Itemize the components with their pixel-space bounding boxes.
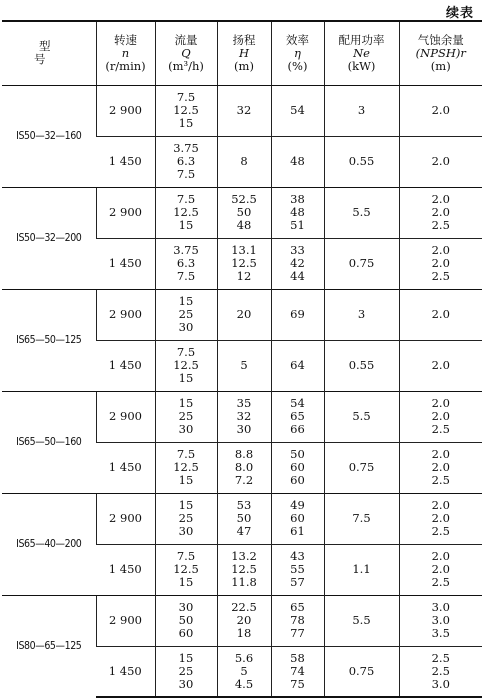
npsh-cell-value: 2.0 [431, 103, 450, 117]
npsh-cell-value: 2.0 [431, 460, 450, 474]
power-cell: 5.5 [324, 187, 399, 238]
npsh-cell-value: 2.0 [431, 549, 450, 563]
table-row [2, 391, 482, 442]
efficiency-cell [271, 442, 324, 493]
model-cell: IS65—50—125 [2, 289, 96, 391]
speed-cell: 2 900 [96, 85, 155, 136]
efficiency-cell-value: 60 [290, 473, 305, 487]
flow-cell-value: 30 [178, 600, 194, 614]
flow-cell [155, 136, 217, 187]
flow-cell-value: 15 [178, 498, 194, 512]
efficiency-cell-value: 51 [290, 218, 305, 232]
head-cell [217, 340, 271, 391]
speed-cell: 1 450 [96, 646, 155, 697]
table-caption: 续表 [445, 6, 474, 21]
flow-cell [155, 340, 217, 391]
npsh-cell [399, 85, 482, 136]
speed-cell: 2 900 [96, 391, 155, 442]
flow-cell-value: 6.3 [176, 256, 196, 270]
efficiency-cell-value: 54 [290, 103, 305, 117]
npsh-cell-value: 2.0 [431, 447, 450, 461]
header-speed: 转速 n (r/min) [96, 21, 155, 85]
flow-cell-value: 30 [178, 676, 194, 691]
flow-cell-value: 25 [178, 409, 194, 423]
power-cell: 3 [324, 85, 399, 136]
head-cell-value: 48 [236, 218, 252, 232]
npsh-cell [399, 136, 482, 187]
flow-cell-value: 12.5 [173, 205, 199, 219]
power-cell: 0.55 [324, 136, 399, 187]
model-cell: IS50—32—200 [2, 187, 96, 289]
table-row [2, 595, 482, 646]
flow-cell-value: 15 [178, 650, 194, 665]
head-cell [217, 646, 271, 697]
npsh-cell-value: 2.5 [431, 650, 450, 665]
head-cell-value: 52.5 [231, 192, 257, 206]
flow-cell [155, 544, 217, 595]
flow-cell [155, 85, 217, 136]
head-cell-value: 18 [236, 626, 252, 640]
head-cell [217, 544, 271, 595]
head-cell-value: 11.8 [231, 575, 257, 589]
efficiency-cell-value: 58 [290, 650, 305, 665]
flow-cell-value: 25 [178, 511, 194, 525]
power-cell: 5.5 [324, 595, 399, 646]
head-cell [217, 493, 271, 544]
efficiency-cell-value: 38 [290, 192, 305, 206]
npsh-cell-value: 2.5 [431, 575, 450, 589]
head-cell-value: 12 [236, 269, 252, 283]
efficiency-cell [271, 187, 324, 238]
flow-cell-value: 12.5 [173, 460, 199, 474]
flow-cell [155, 493, 217, 544]
head-cell [217, 595, 271, 646]
flow-cell-value: 7.5 [176, 345, 196, 359]
speed-cell: 1 450 [96, 136, 155, 187]
power-cell: 0.75 [324, 238, 399, 289]
npsh-cell-value: 2.0 [431, 396, 450, 410]
head-cell-value: 32 [236, 103, 252, 117]
efficiency-cell-value: 42 [290, 256, 305, 270]
flow-cell [155, 646, 217, 697]
head-cell [217, 187, 271, 238]
npsh-cell [399, 238, 482, 289]
efficiency-cell [271, 289, 324, 340]
npsh-cell-value: 3.0 [431, 600, 450, 614]
npsh-cell-value: 2.0 [431, 307, 450, 321]
efficiency-cell-value: 48 [290, 154, 305, 168]
speed-cell: 1 450 [96, 442, 155, 493]
head-cell-value: 50 [236, 205, 252, 219]
model-cell: IS65—50—160 [2, 391, 96, 493]
head-cell [217, 136, 271, 187]
speed-cell: 1 450 [96, 238, 155, 289]
head-cell-value: 12.5 [231, 256, 257, 270]
head-cell [217, 391, 271, 442]
efficiency-cell-value: 77 [290, 626, 305, 640]
efficiency-cell [271, 493, 324, 544]
flow-cell-value: 25 [178, 307, 194, 321]
flow-cell-value: 7.5 [176, 90, 196, 104]
efficiency-cell-value: 78 [290, 613, 305, 627]
flow-cell-value: 7.5 [176, 549, 196, 563]
table-row [2, 85, 482, 136]
efficiency-cell [271, 238, 324, 289]
npsh-cell-value: 2.5 [431, 218, 450, 232]
npsh-cell-value: 2.0 [431, 205, 450, 219]
head-cell-value: 20 [236, 613, 252, 627]
npsh-cell [399, 442, 482, 493]
efficiency-cell-value: 55 [290, 562, 305, 576]
efficiency-cell-value: 57 [290, 575, 305, 589]
head-cell-value: 8 [240, 154, 248, 168]
table-row [2, 493, 482, 544]
npsh-cell [399, 646, 482, 697]
efficiency-cell-value: 69 [290, 307, 305, 321]
efficiency-cell [271, 85, 324, 136]
flow-cell-value: 7.5 [176, 447, 196, 461]
power-cell: 1.1 [324, 544, 399, 595]
efficiency-cell-value: 65 [290, 600, 305, 614]
efficiency-cell-value: 60 [290, 460, 305, 474]
flow-cell [155, 238, 217, 289]
npsh-cell [399, 340, 482, 391]
flow-cell-value: 12.5 [173, 103, 199, 117]
power-cell: 0.75 [324, 646, 399, 697]
flow-cell [155, 289, 217, 340]
flow-cell [155, 391, 217, 442]
npsh-cell [399, 493, 482, 544]
efficiency-cell-value: 54 [290, 396, 305, 410]
efficiency-cell [271, 340, 324, 391]
head-cell-value: 8.0 [234, 460, 254, 474]
npsh-cell-value: 2.0 [431, 511, 450, 525]
header-efficiency: 效率 η (%) [271, 21, 324, 85]
flow-cell-value: 15 [178, 116, 194, 130]
head-cell-value: 4.5 [234, 676, 254, 691]
header-head: 扬程 H (m) [217, 21, 271, 85]
flow-cell-value: 7.5 [176, 167, 196, 181]
head-cell-value: 50 [236, 511, 252, 525]
npsh-cell [399, 289, 482, 340]
head-cell-value: 20 [236, 307, 252, 321]
efficiency-cell-value: 61 [290, 524, 305, 538]
flow-cell-value: 3.75 [173, 243, 199, 257]
head-cell-value: 5 [240, 358, 248, 372]
pump-spec-table [2, 20, 482, 698]
flow-cell-value: 6.3 [176, 154, 196, 168]
npsh-cell-value: 2.5 [431, 422, 450, 436]
head-cell [217, 289, 271, 340]
flow-cell-value: 3.75 [173, 141, 199, 155]
efficiency-cell-value: 49 [290, 498, 305, 512]
head-cell-value: 12.5 [231, 562, 257, 576]
flow-cell-value: 7.5 [176, 269, 196, 283]
efficiency-cell-value: 65 [290, 409, 305, 423]
flow-cell [155, 595, 217, 646]
speed-cell: 2 900 [96, 289, 155, 340]
header-npsh: 气蚀余量 (NPSH)r (m) [399, 21, 482, 85]
efficiency-cell [271, 136, 324, 187]
npsh-cell-value: 2.0 [431, 358, 450, 372]
table-row [2, 289, 482, 340]
npsh-cell-value: 3.0 [431, 613, 450, 627]
flow-cell-value: 30 [178, 422, 194, 436]
npsh-cell-value: 2.0 [431, 154, 450, 168]
head-cell-value: 35 [236, 396, 252, 410]
flow-cell-value: 15 [178, 218, 194, 232]
flow-cell-value: 30 [178, 320, 194, 334]
head-cell-value: 8.8 [234, 447, 254, 461]
model-cell: IS80—65—125 [2, 595, 96, 697]
head-cell-value: 5.6 [234, 650, 254, 665]
head-cell-value: 13.1 [231, 243, 257, 257]
power-cell: 5.5 [324, 391, 399, 442]
efficiency-cell-value: 60 [290, 511, 305, 525]
head-cell-value: 7.2 [234, 473, 254, 487]
speed-cell: 1 450 [96, 340, 155, 391]
head-cell-value: 22.5 [231, 600, 257, 614]
npsh-cell [399, 391, 482, 442]
npsh-cell-value: 2.5 [431, 269, 450, 283]
npsh-cell-value: 3.5 [431, 626, 450, 640]
efficiency-cell-value: 33 [290, 243, 305, 257]
npsh-cell [399, 544, 482, 595]
power-cell: 0.55 [324, 340, 399, 391]
efficiency-cell [271, 544, 324, 595]
flow-cell-value: 15 [178, 473, 194, 487]
flow-cell-value: 12.5 [173, 358, 199, 372]
header-row [2, 21, 482, 85]
model-cell: IS50—32—160 [2, 85, 96, 187]
head-cell-value: 32 [236, 409, 252, 423]
power-cell: 3 [324, 289, 399, 340]
head-cell-value: 53 [236, 498, 252, 512]
head-cell-value: 30 [236, 422, 252, 436]
head-cell-value: 47 [236, 524, 252, 538]
npsh-cell-value: 2.5 [431, 663, 450, 678]
flow-cell-value: 15 [178, 396, 194, 410]
efficiency-cell-value: 64 [290, 358, 305, 372]
npsh-cell-value: 2.5 [431, 524, 450, 538]
flow-cell-value: 15 [178, 294, 194, 308]
speed-cell: 1 450 [96, 544, 155, 595]
table-row [2, 187, 482, 238]
head-cell-value: 13.2 [231, 549, 257, 563]
head-cell [217, 442, 271, 493]
flow-cell-value: 25 [178, 663, 194, 678]
npsh-cell [399, 595, 482, 646]
efficiency-cell-value: 74 [290, 663, 305, 678]
npsh-cell-value: 2.0 [431, 192, 450, 206]
efficiency-cell-value: 43 [290, 549, 305, 563]
power-cell: 7.5 [324, 493, 399, 544]
efficiency-cell [271, 391, 324, 442]
efficiency-cell [271, 646, 324, 697]
efficiency-cell-value: 48 [290, 205, 305, 219]
flow-cell-value: 60 [178, 626, 194, 640]
head-cell [217, 85, 271, 136]
speed-cell: 2 900 [96, 187, 155, 238]
npsh-cell-value: 3.0 [431, 676, 450, 691]
model-cell: IS65—40—200 [2, 493, 96, 595]
flow-cell [155, 442, 217, 493]
flow-cell [155, 187, 217, 238]
efficiency-cell [271, 595, 324, 646]
npsh-cell-value: 2.0 [431, 562, 450, 576]
npsh-cell-value: 2.0 [431, 498, 450, 512]
flow-cell-value: 15 [178, 371, 194, 385]
efficiency-cell-value: 75 [290, 676, 305, 691]
flow-cell-value: 12.5 [173, 562, 199, 576]
flow-cell-value: 50 [178, 613, 194, 627]
efficiency-cell-value: 44 [290, 269, 305, 283]
header-power: 配用功率 Ne (kW) [324, 21, 399, 85]
power-cell: 0.75 [324, 442, 399, 493]
npsh-cell-value: 2.0 [431, 409, 450, 423]
efficiency-cell-value: 50 [290, 447, 305, 461]
npsh-cell-value: 2.0 [431, 256, 450, 270]
head-cell [217, 238, 271, 289]
npsh-cell-value: 2.5 [431, 473, 450, 487]
npsh-cell [399, 187, 482, 238]
speed-cell: 2 900 [96, 493, 155, 544]
speed-cell: 2 900 [96, 595, 155, 646]
header-flow: 流量 Q (m³/h) [155, 21, 217, 85]
efficiency-cell-value: 66 [290, 422, 305, 436]
head-cell-value: 5 [240, 663, 248, 678]
flow-cell-value: 7.5 [176, 192, 196, 206]
npsh-cell-value: 2.0 [431, 243, 450, 257]
flow-cell-value: 15 [178, 575, 194, 589]
header-model: 型 号 [2, 21, 96, 85]
flow-cell-value: 30 [178, 524, 194, 538]
